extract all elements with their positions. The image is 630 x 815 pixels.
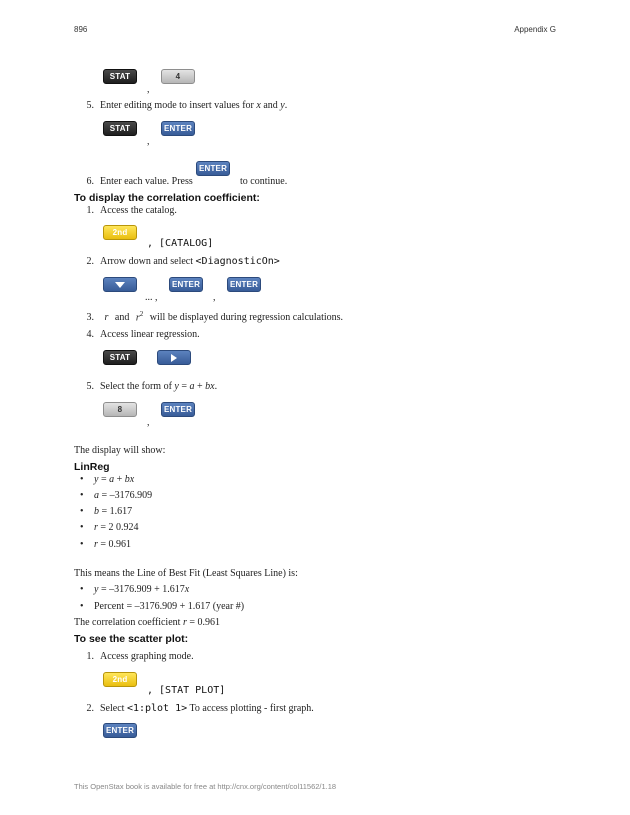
step-6: 6. Enter each value. Press (86, 176, 193, 187)
enter-key: ENTER (169, 277, 203, 292)
down-arrow-icon (114, 281, 126, 289)
eight-key: 8 (103, 402, 137, 417)
comma: , (213, 292, 216, 303)
enter-key: ENTER (196, 161, 230, 176)
correlation-statement: The correlation coefficient r = 0.961 (74, 617, 220, 628)
catalog-label: , [CATALOG] (147, 238, 214, 249)
section-heading-scatter: To see the scatter plot: (74, 633, 189, 645)
scatter-step-1: 1. Access graphing mode. (86, 651, 194, 662)
corr-step-3: 3. r and $r^2$ will be displayed during regression calculations. (86, 310, 344, 324)
second-key: 2nd (103, 672, 137, 687)
footer-text: This OpenStax book is available for free at http://cnx.org/content/col11562/1.18 (74, 782, 337, 791)
ellipsis-comma: ... , (145, 292, 158, 303)
right-arrow-icon (170, 353, 178, 363)
bestfit-item: • Percent = –3176.909 + 1.617 (year #) (80, 601, 245, 612)
down-arrow-key (103, 277, 137, 292)
section-heading-correlation: To display the correlation coefficient: (74, 192, 260, 204)
bestfit-intro: This means the Line of Best Fit (Least Squares Line) is: (74, 568, 298, 579)
linreg-item: • a = –3176.909 (80, 490, 153, 501)
corr-step-4: 4. Access linear regression. (86, 329, 200, 340)
step-6-continue: to continue. (240, 176, 288, 187)
corr-step-5: 5. Select the form of y = a + bx. (86, 381, 218, 392)
section-title: Appendix G (514, 25, 556, 34)
enter-key: ENTER (103, 723, 137, 738)
display-intro: The display will show: (74, 445, 166, 456)
linreg-heading: LinReg (74, 461, 110, 473)
linreg-item: • r = 2 0.924 (80, 522, 139, 533)
scatter-step-2: 2. Select <1:plot 1> To access plotting - first graph. (86, 703, 314, 714)
comma: , (147, 136, 150, 147)
linreg-item: • y = a + bx (80, 474, 135, 485)
stat-key: STAT (103, 350, 137, 365)
linreg-item: • b = 1.617 (80, 506, 133, 517)
stat-key: STAT (103, 69, 137, 84)
second-key: 2nd (103, 225, 137, 240)
four-key: 4 (161, 69, 195, 84)
stat-plot-label: , [STAT PLOT] (147, 685, 226, 696)
enter-key: ENTER (161, 402, 195, 417)
enter-key: ENTER (227, 277, 261, 292)
page-number: 896 (74, 25, 88, 34)
stat-key: STAT (103, 121, 137, 136)
bestfit-item: • y = –3176.909 + 1.617x (80, 584, 190, 595)
corr-step-1: 1. Access the catalog. (86, 205, 177, 216)
step-5: 5. Enter editing mode to insert values for x and y. (86, 100, 288, 111)
enter-key: ENTER (161, 121, 195, 136)
comma: , (147, 84, 150, 95)
comma: , (147, 417, 150, 428)
linreg-item: • r = 0.961 (80, 539, 132, 550)
corr-step-2: 2. Arrow down and select <DiagnosticOn> (86, 256, 280, 267)
right-arrow-key (157, 350, 191, 365)
